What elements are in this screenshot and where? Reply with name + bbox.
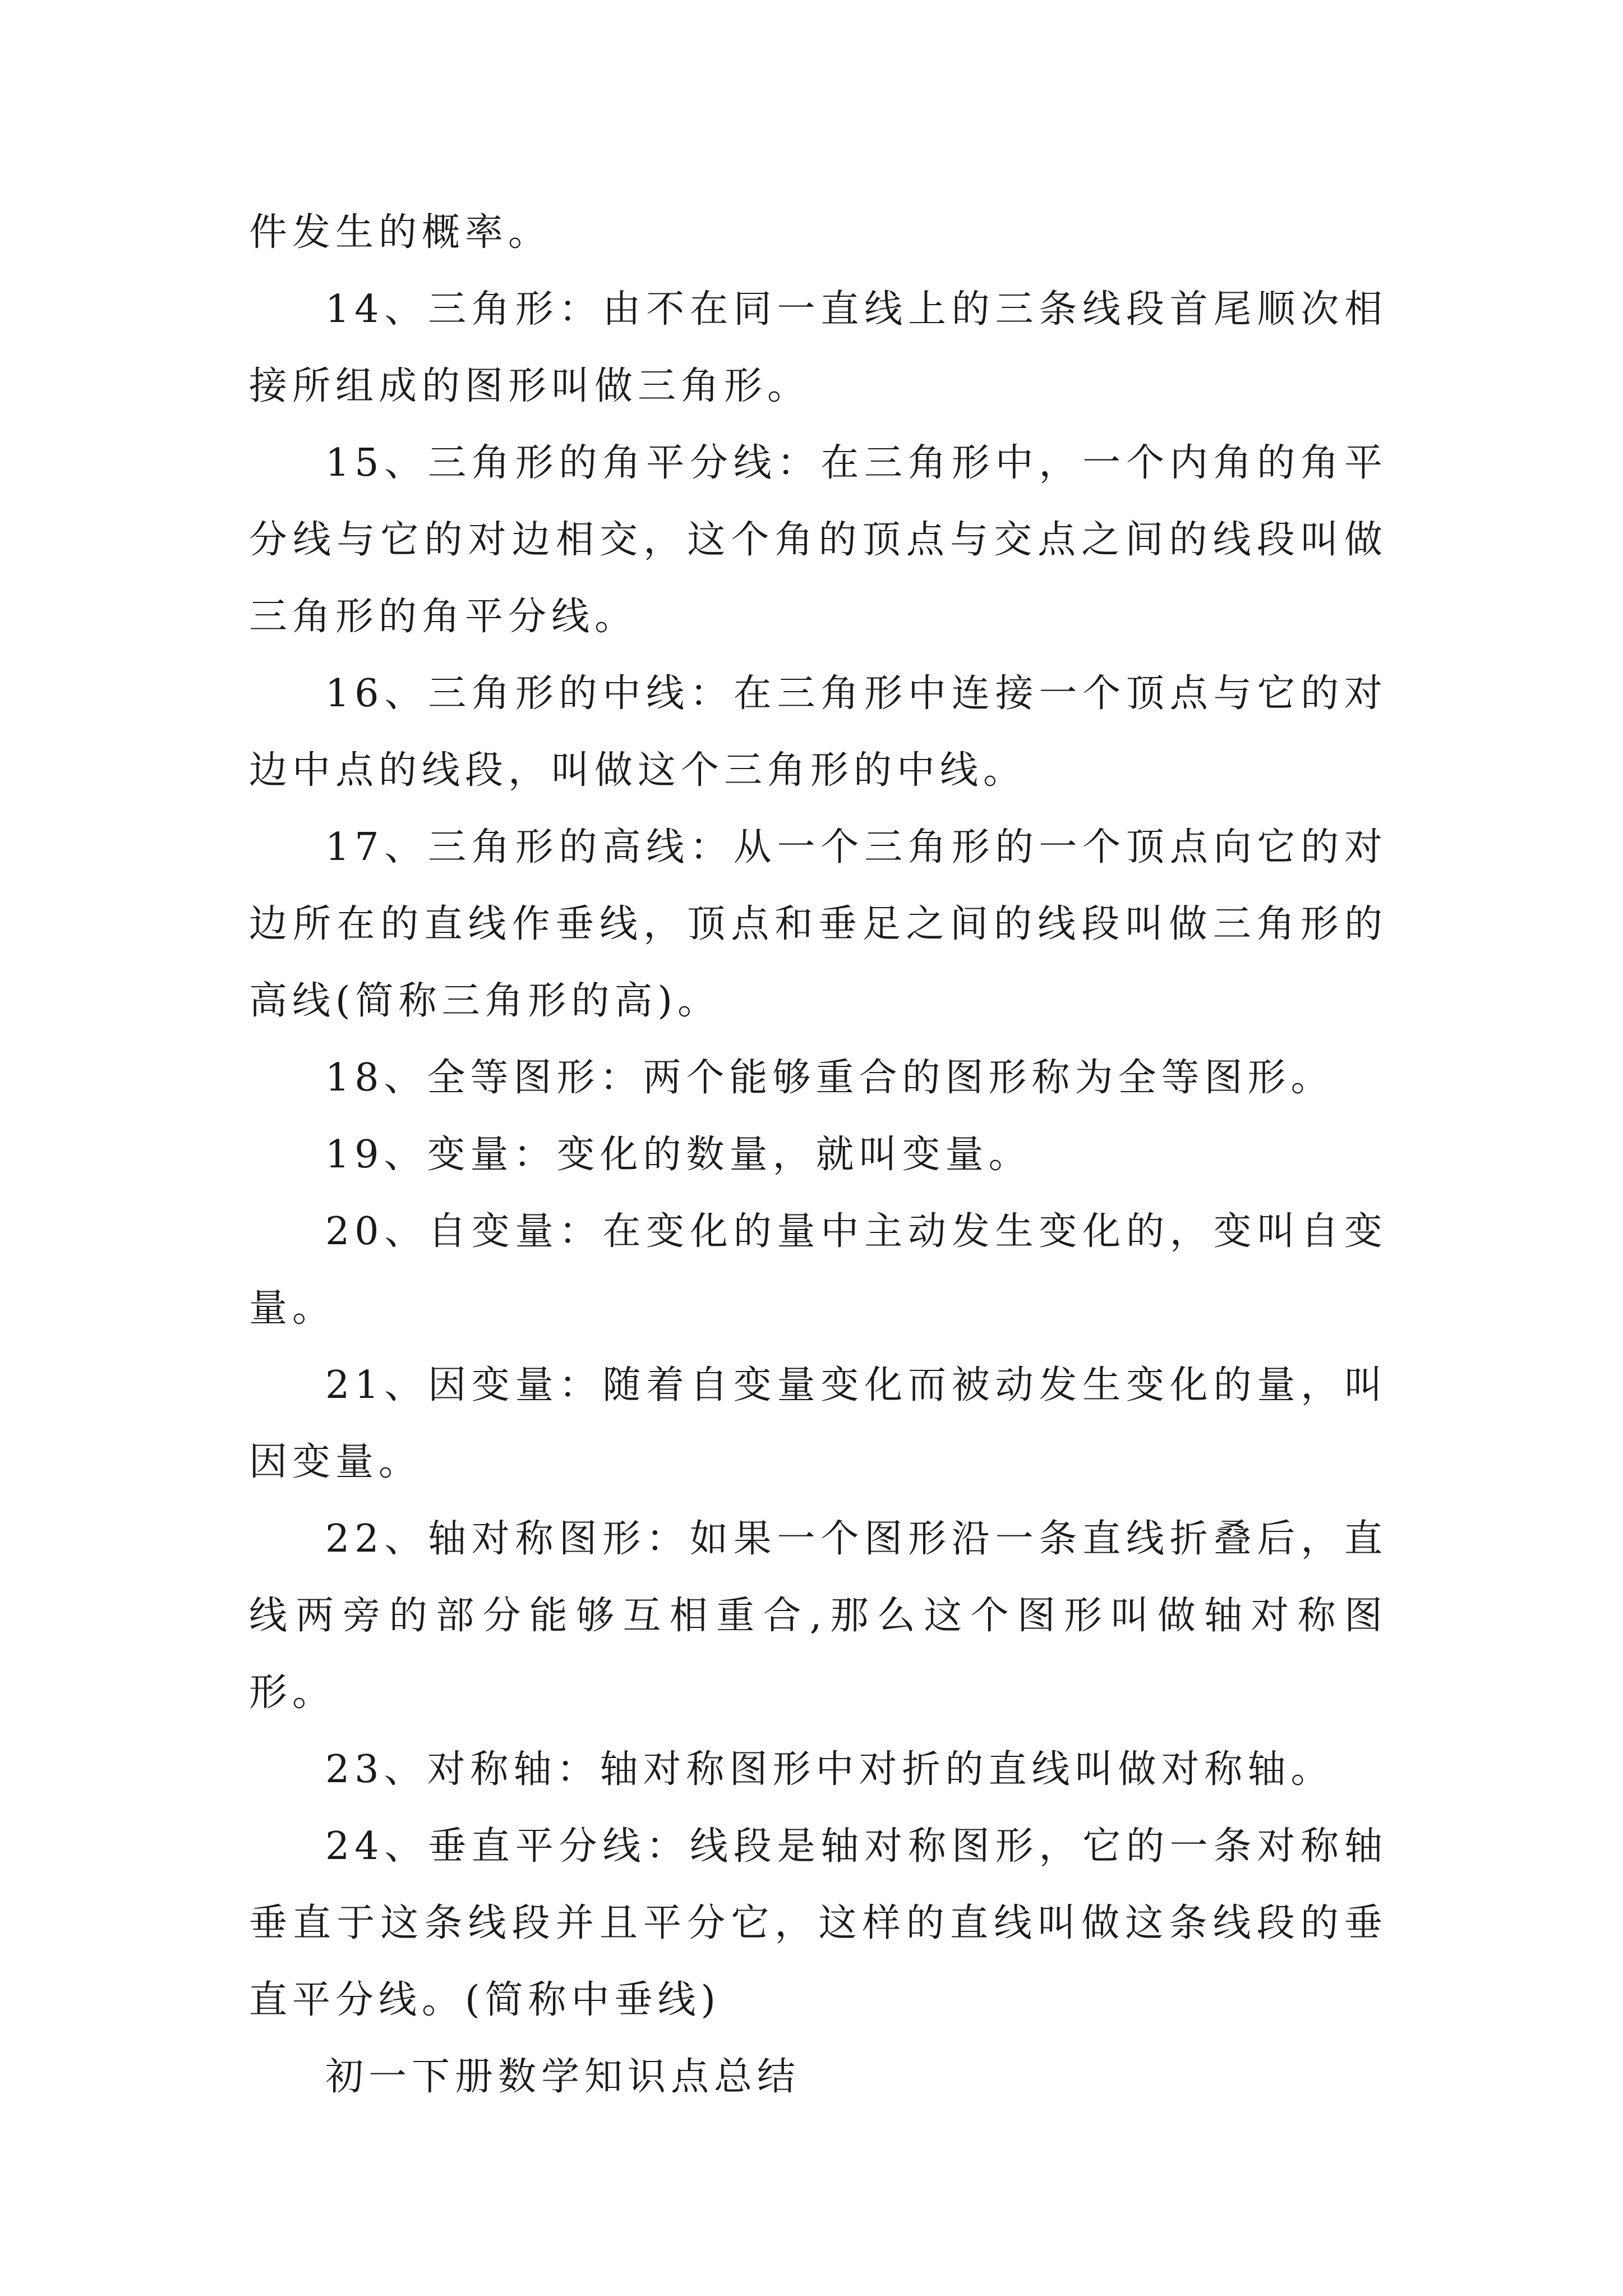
paragraph-19-variable: 19、变量：变化的数量，就叫变量。 (325, 1133, 1032, 1177)
section-heading: 初一下册数学知识点总结 (325, 2055, 801, 2099)
paragraph-23-symmetry-axis: 23、对称轴：轴对称图形中对折的直线叫做对称轴。 (325, 1747, 1334, 1792)
paragraph-22-axial-symmetry: 22、轴对称图形：如果一个图形沿一条直线折叠后，直线两旁的部分能够互相重合,那么这个图形叫做轴对称图形。 (249, 1517, 1387, 1715)
paragraph-continuation: 件发生的概率。 (249, 210, 552, 255)
paragraph-17-altitude: 17、三角形的高线：从一个三角形的一个顶点向它的对边所在的直线作垂线，顶点和垂足之间的线段叫做三角形的高线(简称三角形的高)。 (249, 825, 1387, 1023)
document-body (249, 194, 1387, 2115)
paragraph-16-median: 16、三角形的中线：在三角形中连接一个顶点与它的对边中点的线段，叫做这个三角形的中线。 (249, 671, 1387, 793)
paragraph-20-independent-variable: 20、自变量：在变化的量中主动发生变化的，变叫自变量。 (249, 1209, 1387, 1331)
paragraph-14-triangle: 14、三角形：由不在同一直线上的三条线段首尾顺次相接所组成的图形叫做三角形。 (249, 287, 1387, 408)
paragraph-24-perpendicular-bisector: 24、垂直平分线：线段是轴对称图形，它的一条对称轴垂直于这条线段并且平分它，这样的直线叫做这条线段的垂直平分线。(简称中垂线) (249, 1824, 1387, 2022)
paragraph-15-angle-bisector: 15、三角形的角平分线：在三角形中，一个内角的角平分线与它的对边相交，这个角的顶点与交点之间的线段叫做三角形的角平分线。 (249, 441, 1387, 639)
paragraph-21-dependent-variable: 21、因变量：随着自变量变化而被动发生变化的量，叫因变量。 (249, 1363, 1387, 1484)
paragraph-18-congruent: 18、全等图形：两个能够重合的图形称为全等图形。 (325, 1056, 1334, 1100)
